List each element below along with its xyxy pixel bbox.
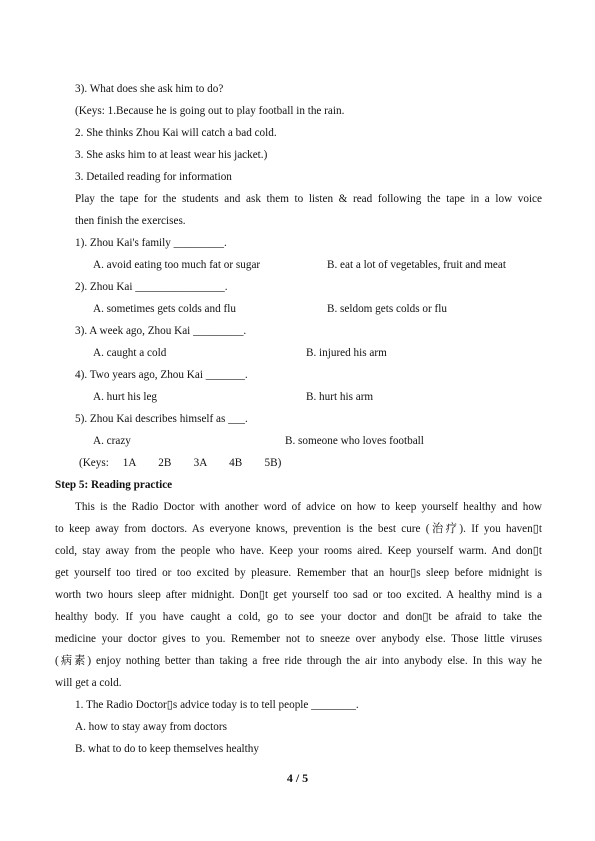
exercise-1-option-a: A. avoid eating too much fat or sugar xyxy=(93,259,261,271)
exercise-3-option-b: B. injured his arm xyxy=(306,347,387,359)
exercise-5-option-b: B. someone who loves football xyxy=(285,435,424,447)
keys-line-2: 2. She thinks Zhou Kai will catch a bad cold. xyxy=(75,127,277,139)
keys-line-3: 3. She asks him to at least wear his jacket.) xyxy=(75,149,268,161)
exercise-4-option-b: B. hurt his arm xyxy=(306,391,374,403)
exercise-1-option-b: B. eat a lot of vegetables, fruit and meat xyxy=(327,259,506,271)
exercise-2-option-a: A. sometimes gets colds and flu xyxy=(93,303,236,315)
section-heading-detailed: 3. Detailed reading for information xyxy=(75,171,232,183)
reading-paragraph-line-2: to keep away from doctors. As everyone knows, prevention is the best cure (治疗). If you haven▯t xyxy=(55,523,542,535)
exercise-2-question: 2). Zhou Kai ________________. xyxy=(75,281,228,293)
reading-paragraph-line-4: get yourself too tired or too excited by pleasure. Remember that an hour▯s sleep before midnight is xyxy=(55,567,542,579)
question-3-line: 3). What does she ask him to do? xyxy=(75,83,224,95)
exercise-keys: (Keys: 1A 2B 3A 4B 5B) xyxy=(79,457,282,469)
exercise-3-option-a: A. caught a cold xyxy=(93,347,167,359)
reading-paragraph-line-1: This is the Radio Doctor with another word of advice on how to keep yourself healthy and how xyxy=(75,501,542,513)
keys-line-1: (Keys: 1.Because he is going out to play football in the rain. xyxy=(75,105,345,117)
exercise-5-question: 5). Zhou Kai describes himself as ___. xyxy=(75,413,248,425)
reading-question-1-option-b: B. what to do to keep themselves healthy xyxy=(75,743,259,755)
reading-paragraph-line-5: worth two hours sleep after midnight. Don▯t get yourself too sad or too excited. A healthy mind is a xyxy=(55,589,542,601)
reading-question-1: 1. The Radio Doctor▯s advice today is to tell people ________. xyxy=(75,699,359,711)
instruction-line-2: then finish the exercises. xyxy=(75,215,186,227)
exercise-5-option-a: A. crazy xyxy=(93,435,131,447)
reading-paragraph-line-9: will get a cold. xyxy=(55,677,122,689)
step-5-heading: Step 5: Reading practice xyxy=(55,479,173,491)
reading-paragraph-line-3: cold, stay away from the people who have. Keep your rooms aired. Keep yourself warm. And don▯t xyxy=(55,545,542,557)
exercise-4-option-a: A. hurt his leg xyxy=(93,391,158,403)
exercise-1-question: 1). Zhou Kai's family _________. xyxy=(75,237,227,249)
page-number: 4 / 5 xyxy=(286,771,309,785)
reading-question-1-option-a: A. how to stay away from doctors xyxy=(75,721,227,733)
exercise-3-question: 3). A week ago, Zhou Kai _________. xyxy=(75,325,247,337)
exercise-4-question: 4). Two years ago, Zhou Kai _______. xyxy=(75,369,248,381)
exercise-2-option-b: B. seldom gets colds or flu xyxy=(327,303,447,315)
instruction-line-1: Play the tape for the students and ask them to listen & read following the tape in a low voice xyxy=(75,193,542,205)
reading-paragraph-line-8: (病素) enjoy nothing better than taking a free ride through the air into anybody else. In this way he xyxy=(55,655,542,667)
reading-paragraph-line-7: medicine your doctor gives to you. Remember not to sneeze over anybody else. Those little viruses xyxy=(55,633,542,645)
reading-paragraph-line-6: healthy body. If you have caught a cold, go to see your doctor and don▯t be afraid to take the xyxy=(55,611,542,623)
